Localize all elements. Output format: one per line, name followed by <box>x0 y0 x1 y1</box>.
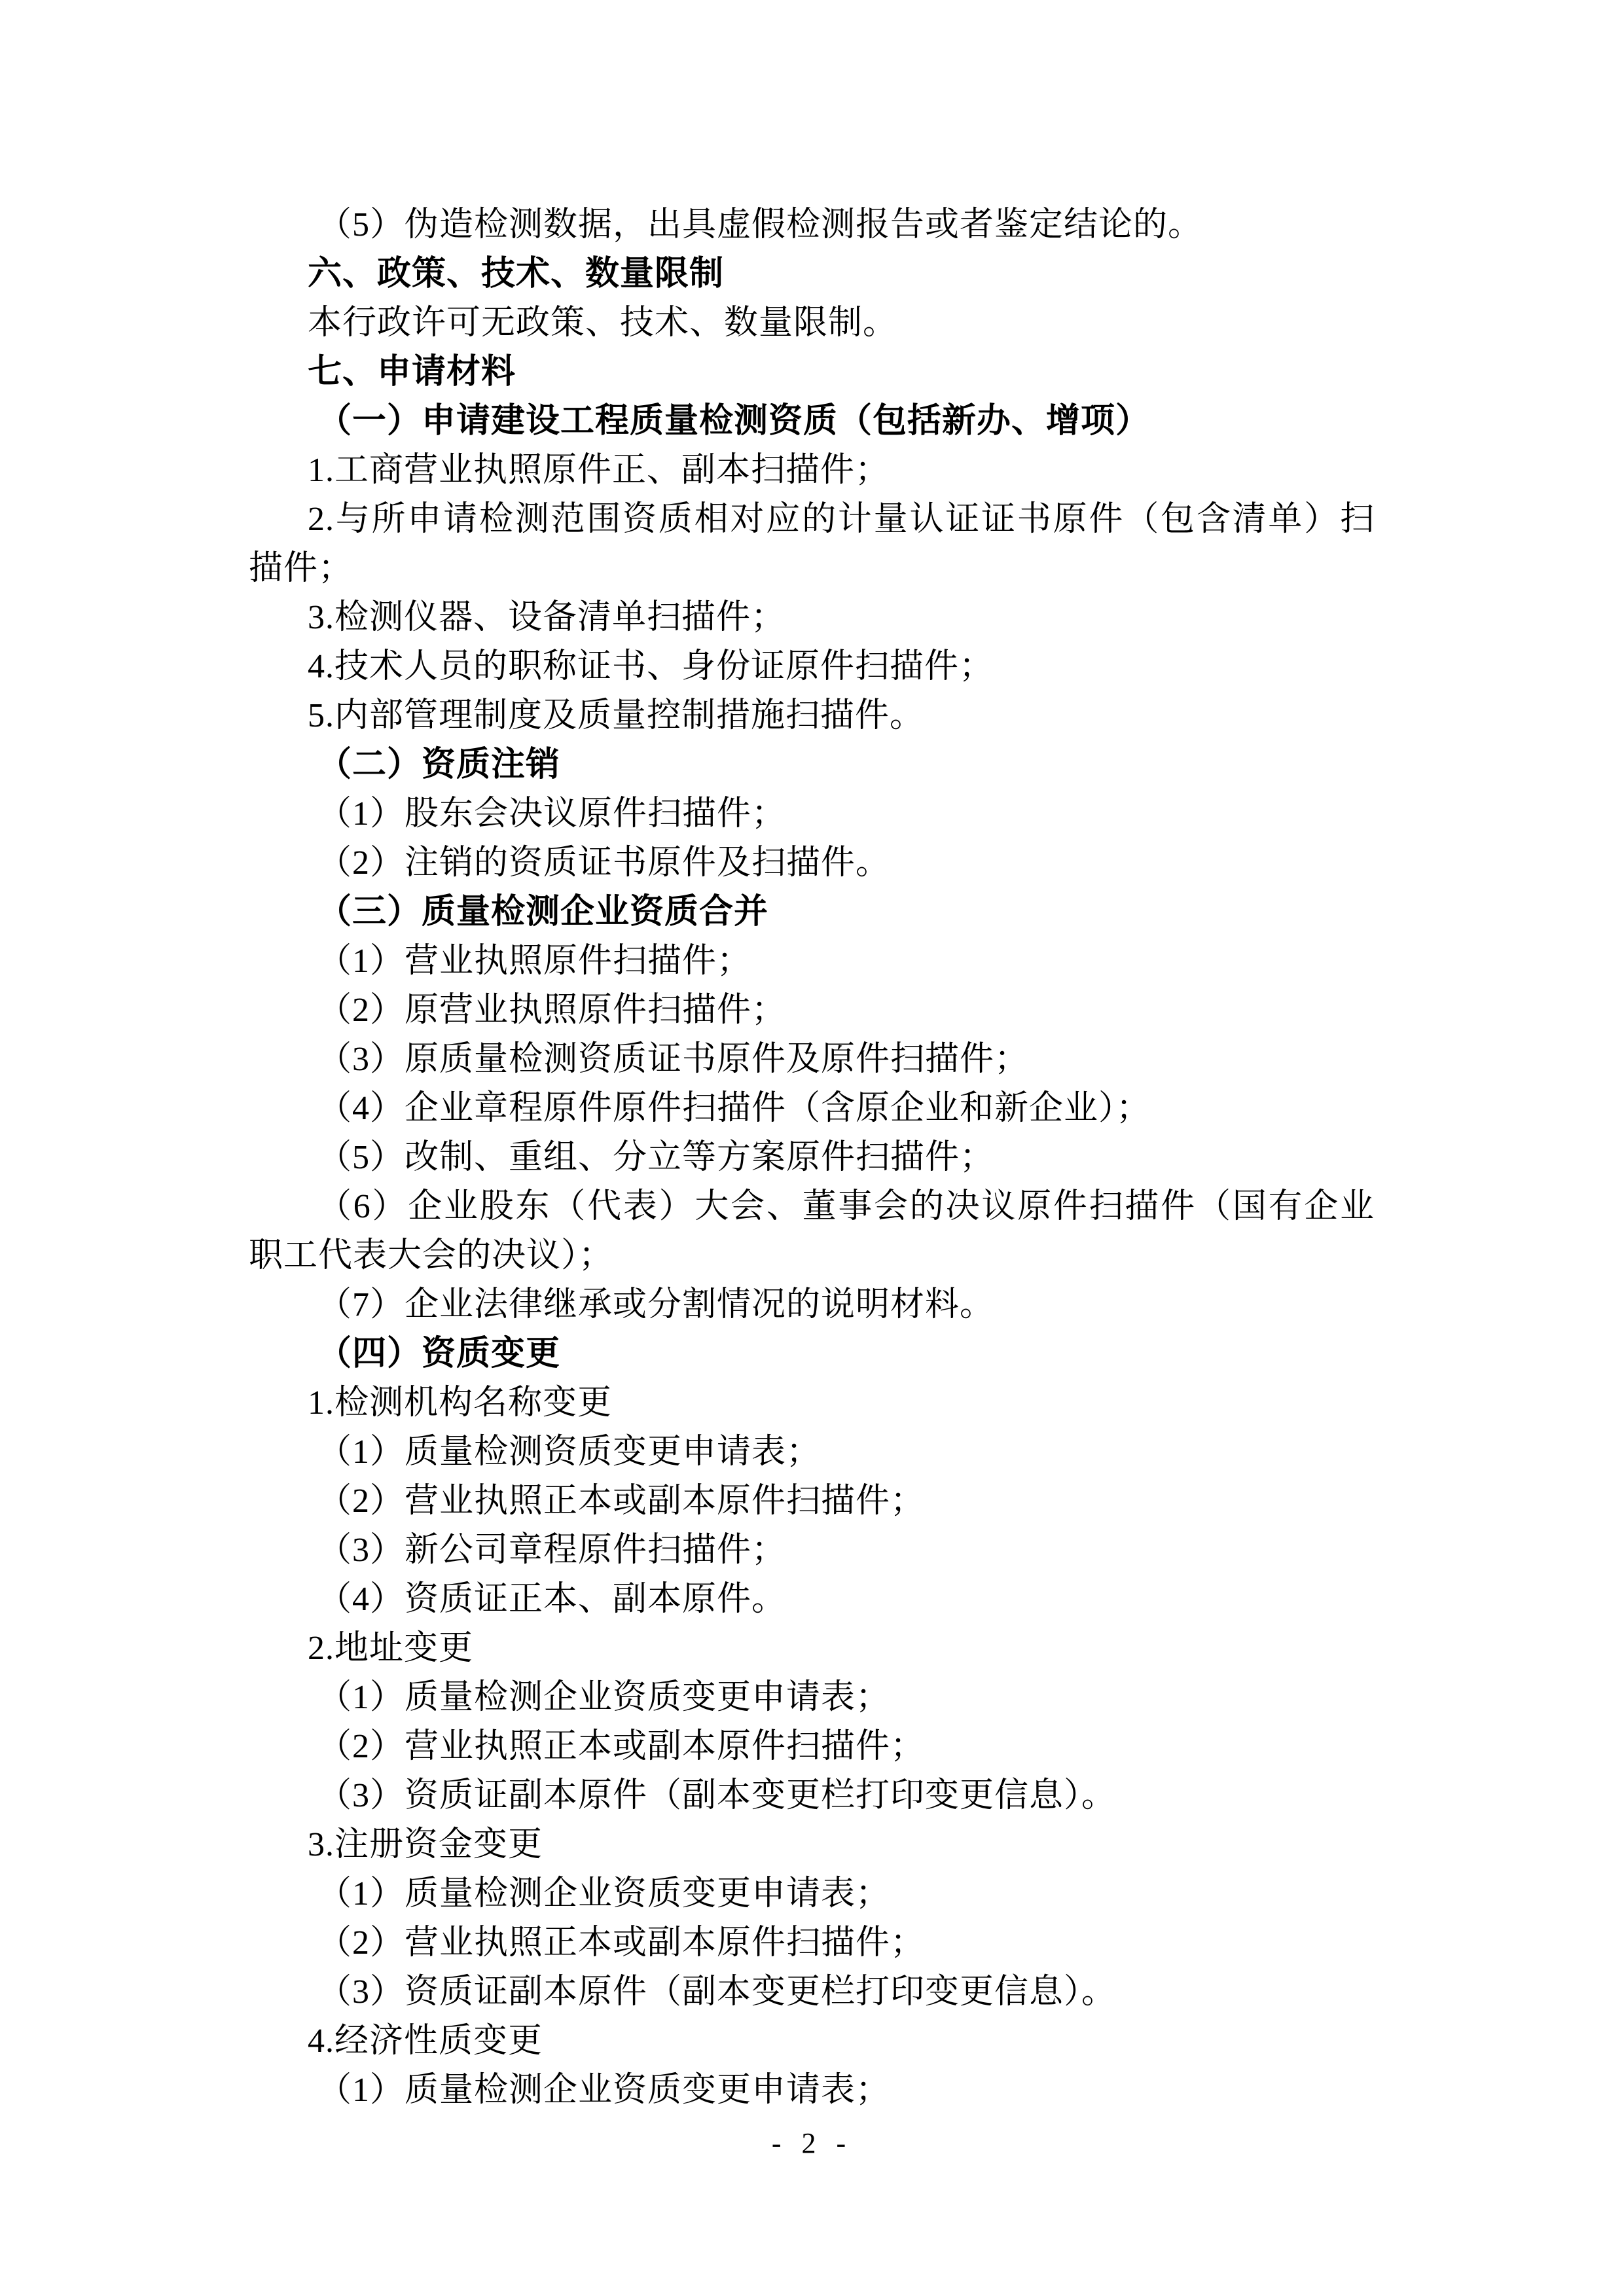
document-paragraph: （2）原营业执照原件扫描件； <box>317 992 787 1029</box>
document-paragraph: （2）营业执照正本或副本原件扫描件； <box>317 1924 926 1962</box>
document-body <box>249 200 1375 2115</box>
document-paragraph: （四）资质变更 <box>317 1335 561 1372</box>
document-paragraph: （2）注销的资质证书原件及扫描件。 <box>317 844 891 882</box>
document-paragraph: 4.经济性质变更 <box>308 2022 543 2060</box>
document-paragraph: （2）营业执照正本或副本原件扫描件； <box>317 1482 926 1520</box>
document-paragraph: （5）改制、重组、分立等方案原件扫描件； <box>317 1139 995 1176</box>
document-paragraph: （5）伪造检测数据，出具虚假检测报告或者鉴定结论的。 <box>317 206 1203 243</box>
document-paragraph: 2.与所申请检测范围资质相对应的计量认证证书原件（包含清单）扫描件； <box>249 501 1375 587</box>
document-paragraph: （3）新公司章程原件扫描件； <box>317 1532 787 1569</box>
document-paragraph: （3）资质证副本原件（副本变更栏打印变更信息）。 <box>317 1973 1117 2011</box>
document-paragraph: （3）原质量检测资质证书原件及原件扫描件； <box>317 1041 1030 1078</box>
document-paragraph: （6）企业股东（代表）大会、董事会的决议原件扫描件（国有企业职工代表大会的决议）； <box>249 1188 1375 1274</box>
document-paragraph: （3）资质证副本原件（副本变更栏打印变更信息）。 <box>317 1777 1117 1814</box>
document-paragraph: （1）质量检测资质变更申请表； <box>317 1433 821 1471</box>
document-paragraph: 1.工商营业执照原件正、副本扫描件； <box>308 452 890 489</box>
document-paragraph: （1）股东会决议原件扫描件； <box>317 795 787 833</box>
document-paragraph: （4）资质证正本、副本原件。 <box>317 1581 787 1618</box>
document-paragraph: （1）质量检测企业资质变更申请表； <box>317 1875 891 1912</box>
document-paragraph: 1.检测机构名称变更 <box>308 1384 613 1422</box>
document-paragraph: 七、申请材料 <box>308 353 516 391</box>
document-paragraph: （2）营业执照正本或副本原件扫描件； <box>317 1728 926 1765</box>
document-paragraph: （三）质量检测企业资质合并 <box>317 893 769 931</box>
document-paragraph: （7）企业法律继承或分割情况的说明材料。 <box>317 1286 995 1323</box>
document-paragraph: 六、政策、技术、数量限制 <box>308 255 725 293</box>
document-paragraph: 本行政许可无政策、技术、数量限制。 <box>308 304 898 342</box>
document-paragraph: 3.注册资金变更 <box>308 1826 543 1863</box>
document-paragraph: （1）质量检测企业资质变更申请表； <box>317 1679 891 1716</box>
document-paragraph: （4）企业章程原件原件扫描件（含原企业和新企业）； <box>317 1090 1151 1127</box>
document-paragraph: 3.检测仪器、设备清单扫描件； <box>308 599 786 636</box>
document-paragraph: （一）申请建设工程质量检测资质（包括新办、增项） <box>317 403 1151 440</box>
document-paragraph: 4.技术人员的职称证书、身份证原件扫描件； <box>308 648 994 685</box>
document-paragraph: 2.地址变更 <box>308 1630 474 1667</box>
document-paragraph: （二）资质注销 <box>317 746 561 783</box>
document-paragraph: 5.内部管理制度及质量控制措施扫描件。 <box>308 697 925 734</box>
page-number: - 2 - <box>771 2127 853 2159</box>
document-paragraph: （1）营业执照原件扫描件； <box>317 942 752 980</box>
document-paragraph: （1）质量检测企业资质变更申请表； <box>317 2072 891 2109</box>
